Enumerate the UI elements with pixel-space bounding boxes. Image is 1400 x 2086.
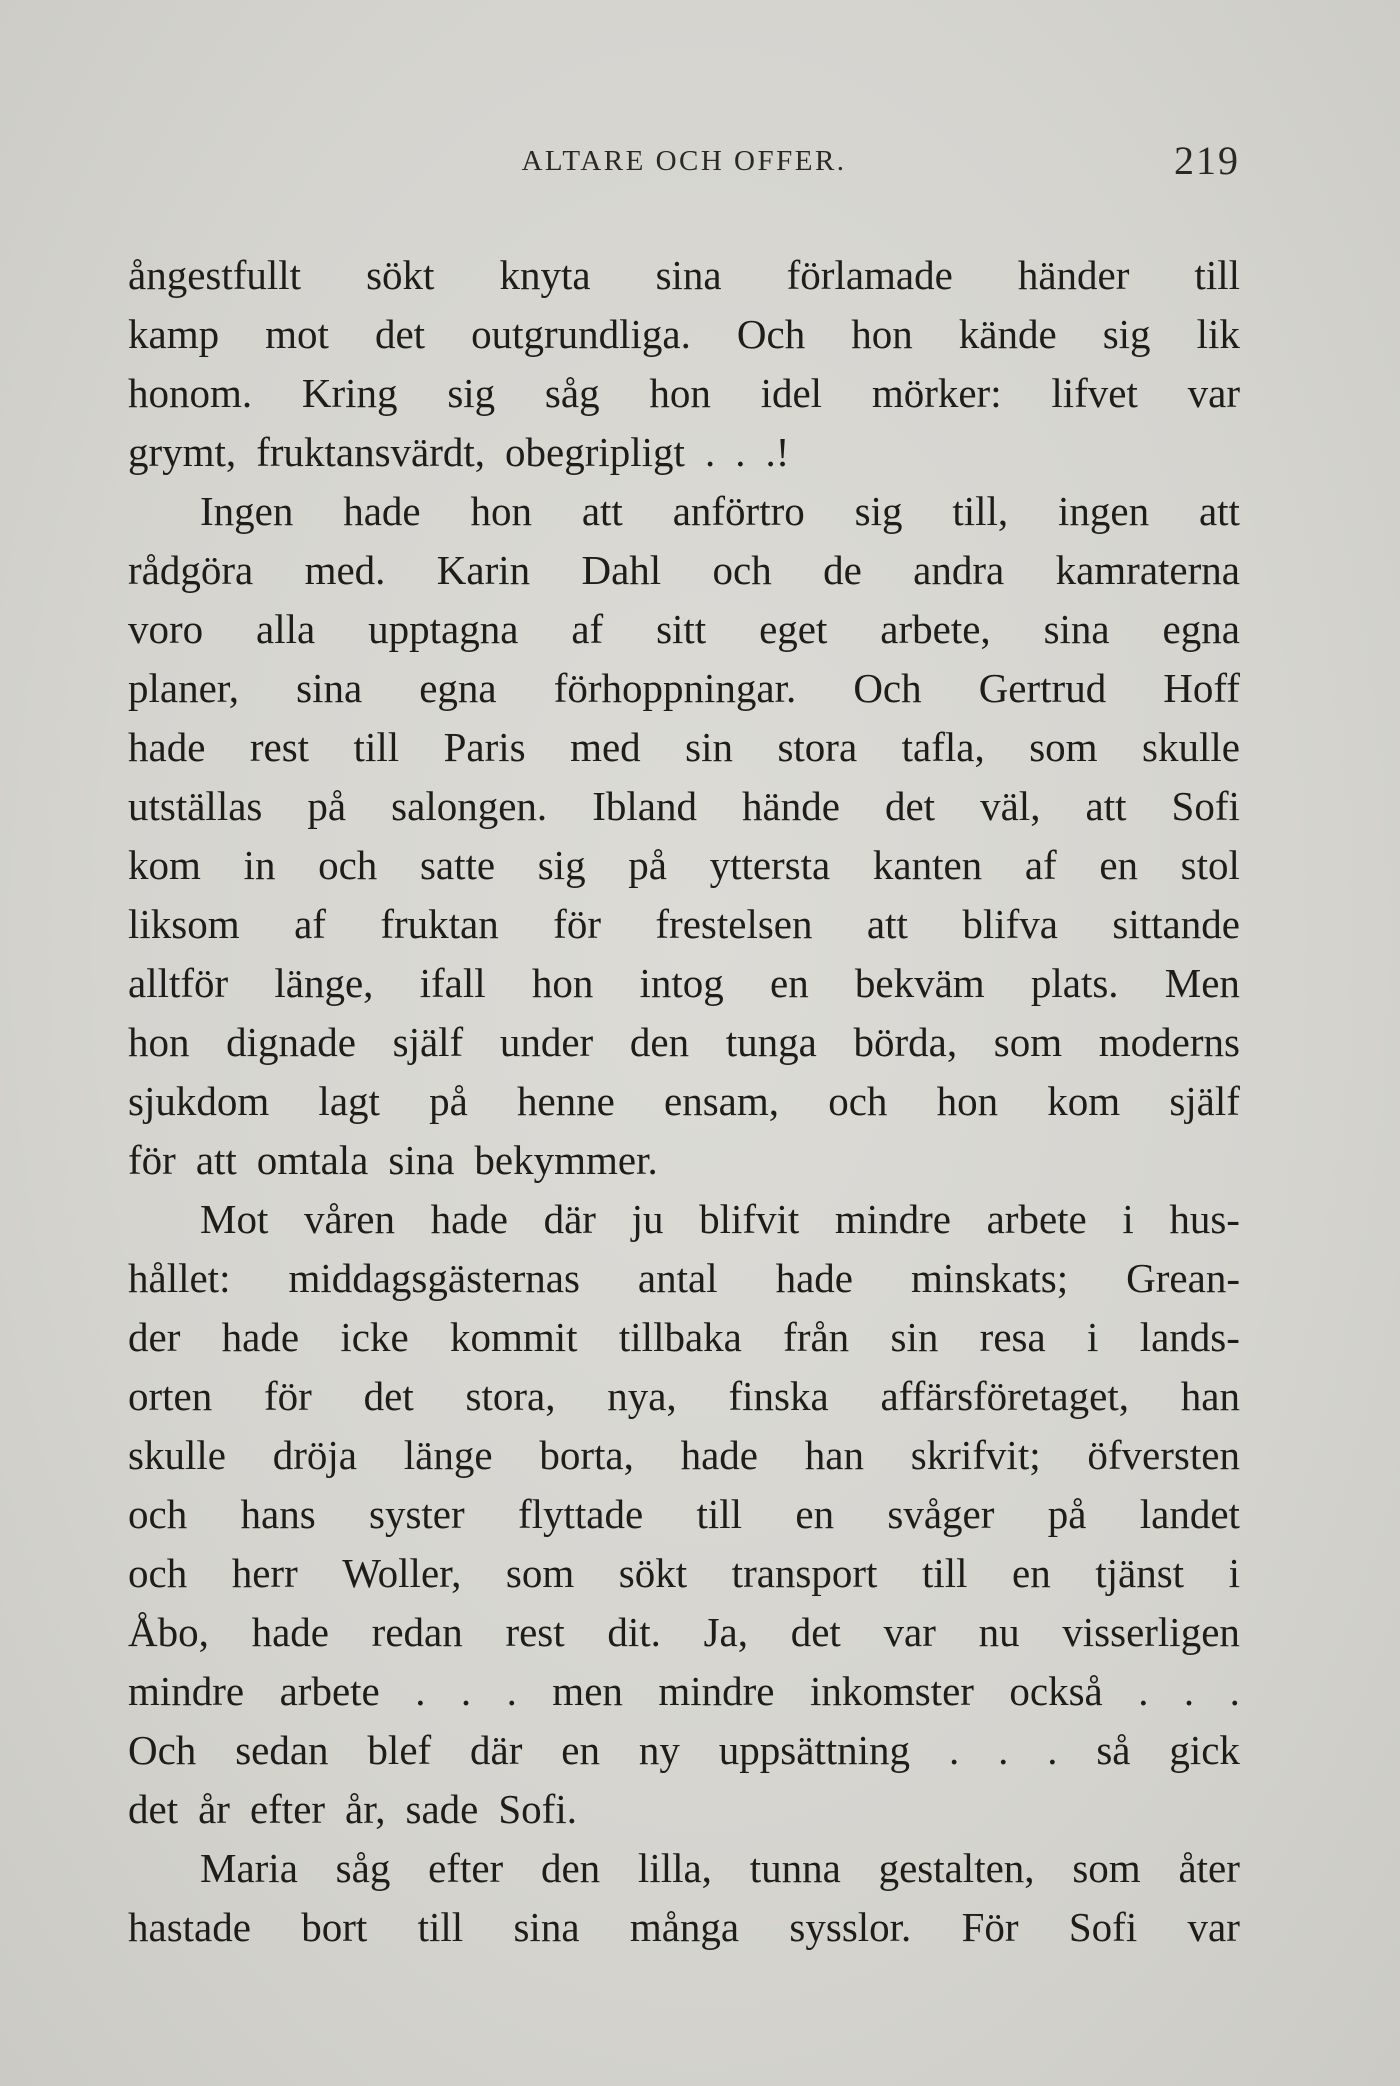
text-line: kamp mot det outgrundliga. Och hon kände sig lik [128,311,1240,357]
text-line: sjukdom lagt på henne ensam, och hon kom själf [128,1078,1240,1124]
text-line: utställas på salongen. Ibland hände det väl, att Sofi [128,783,1240,829]
page-number: 219 [1174,138,1240,183]
text-line: alltför länge, ifall hon intog en bekväm plats. Men [128,960,1240,1006]
text-line: hade rest till Paris med sin stora tafla, som skulle [128,724,1240,770]
text-line: Maria såg efter den lilla, tunna gestalten, som åter [200,1845,1240,1891]
text-line: det år efter år, sade Sofi. [128,1786,577,1832]
text-line: Ingen hade hon att anförtro sig till, ingen att [200,488,1240,534]
text-line: Åbo, hade redan rest dit. Ja, det var nu visserligen [128,1609,1240,1655]
body-text [128,246,1240,1957]
running-head [128,136,1240,186]
text-line: liksom af fruktan för frestelsen att blifva sittande [128,901,1240,947]
text-line: skulle dröja länge borta, hade han skrifvit; öfversten [128,1432,1240,1478]
text-line: för att omtala sina bekymmer. [128,1137,658,1183]
text-line: orten för det stora, nya, finska affärsföretaget, han [128,1373,1240,1419]
text-line: och herr Woller, som sökt transport till en tjänst i [128,1550,1240,1596]
text-line: rådgöra med. Karin Dahl och de andra kamraterna [128,547,1240,593]
text-line: mindre arbete . . . men mindre inkomster också . . . [128,1668,1240,1714]
text-line: der hade icke kommit tillbaka från sin resa i lands- [128,1314,1240,1360]
text-line: planer, sina egna förhoppningar. Och Gertrud Hoff [128,665,1240,711]
text-line: och hans syster flyttade till en svåger på landet [128,1491,1240,1537]
text-line: hastade bort till sina många sysslor. För Sofi var [128,1904,1240,1950]
text-line: Mot våren hade där ju blifvit mindre arbete i hus- [200,1196,1240,1242]
text-line: hållet: middagsgästernas antal hade minskats; Grean- [128,1255,1240,1301]
text-line: hon dignade själf under den tunga börda, som moderns [128,1019,1240,1065]
running-title: ALTARE OCH OFFER. [521,145,847,177]
text-line: Och sedan blef där en ny uppsättning . . . så gick [128,1727,1240,1773]
text-line: ångestfullt sökt knyta sina förlamade händer till [128,252,1240,298]
text-line: honom. Kring sig såg hon idel mörker: lifvet var [128,370,1240,416]
text-line: grymt, fruktansvärdt, obegripligt . . .! [128,429,790,475]
text-line: kom in och satte sig på yttersta kanten af en stol [128,842,1240,888]
text-line: voro alla upptagna af sitt eget arbete, sina egna [128,606,1240,652]
